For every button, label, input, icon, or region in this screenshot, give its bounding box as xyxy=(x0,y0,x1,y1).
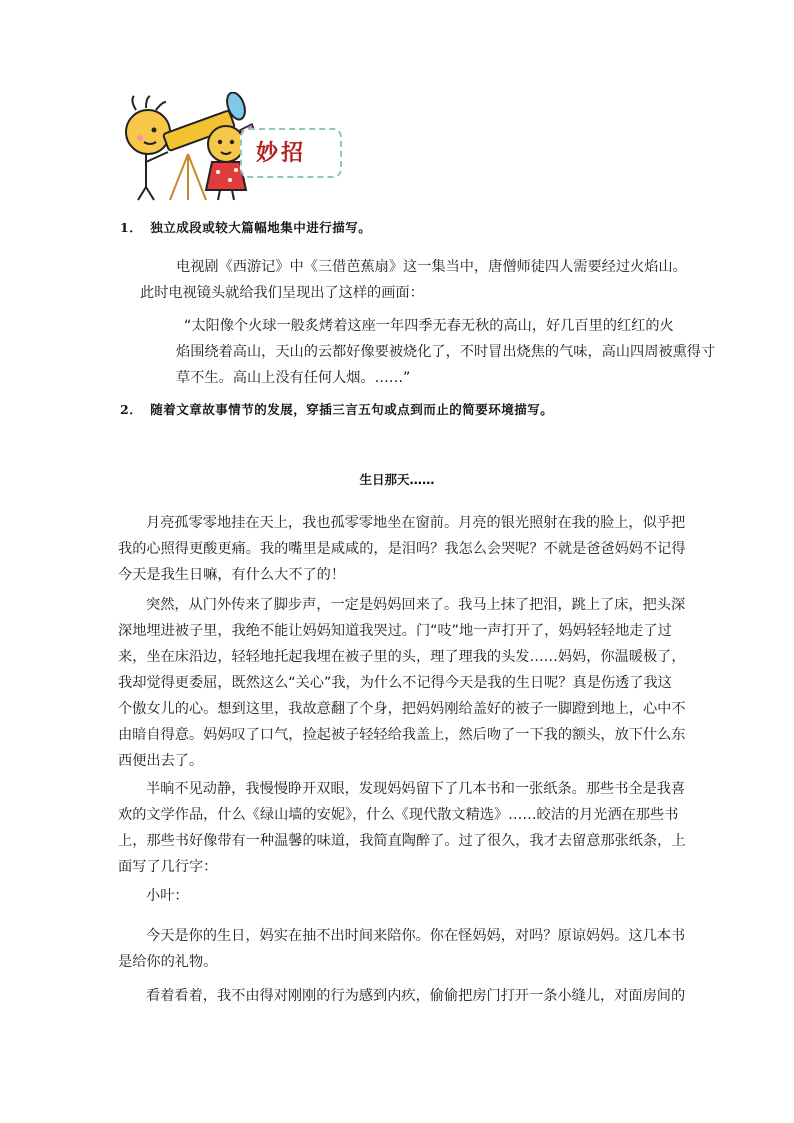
text-line: 我却觉得更委屈，既然这么“关心”我，为什么不记得今天是我的生日呢？真是伤透了我这 xyxy=(118,675,672,691)
text-line: 上，那些书好像带有一种温馨的味道，我简直陶醉了。过了很久，我才去留意那张纸条，上 xyxy=(118,833,686,849)
text-line: 此时电视镜头就给我们呈现出了这样的画面： xyxy=(140,285,424,301)
text-line: 个傲女儿的心。想到这里，我故意翻了个身，把妈妈刚给盖好的被子一脚蹬到地上，心中不 xyxy=(118,701,686,717)
section-heading-2 xyxy=(120,400,553,418)
text-line: 今天是你的生日，妈实在抽不出时间来陪你。你在怪妈妈，对吗？原谅妈妈。这几本书 xyxy=(146,928,686,944)
text-line: 今天是我生日嘛，有什么大不了的！ xyxy=(118,567,346,583)
text-line: 深地埋进被子里，我绝不能让妈妈知道我哭过。门“吱”地一声打开了，妈妈轻轻地走了过 xyxy=(118,623,672,639)
essay-paragraph xyxy=(118,983,685,1009)
text-line: 小叶： xyxy=(146,888,189,904)
intro-paragraph xyxy=(140,254,687,306)
essay-paragraph xyxy=(118,592,686,774)
boy-figure-icon xyxy=(126,96,170,200)
section-heading-1 xyxy=(120,218,371,236)
text-line: 我的心照得更酸更痛。我的嘴里是咸咸的，是泪吗？我怎么会哭呢？不就是爸爸妈妈不记得 xyxy=(118,541,686,557)
text-line: “太阳像个火球一般炙烤着这座一年四季无春无秋的高山，好几百里的红红的火 xyxy=(184,318,674,334)
section-number: 1． xyxy=(120,220,143,235)
note-salutation xyxy=(118,883,189,909)
tip-badge-label: 妙招 xyxy=(256,140,307,166)
section-title: 随着文章故事情节的发展，穿插三言五句或点到而止的简要环境描写。 xyxy=(150,402,554,417)
text-line: 欢的文学作品，什么《绿山墙的安妮》，什么《现代散文精选》……皎洁的月光洒在那些书 xyxy=(118,807,679,823)
essay-paragraph xyxy=(118,776,686,880)
text-line: 看着看着，我不由得对刚刚的行为感到内疚，偷偷把房门打开一条小缝儿，对面房间的 xyxy=(146,988,686,1004)
text-line: 半晌不见动静，我慢慢睁开双眼，发现妈妈留下了几本书和一张纸条。那些书全是我喜 xyxy=(146,781,686,797)
text-line: 西便出去了。 xyxy=(118,753,204,769)
text-line: 草不生。高山上没有任何人烟。……” xyxy=(176,370,411,386)
text-line: 由暗自得意。妈妈叹了口气，捡起被子轻轻给我盖上，然后吻了一下我的额头，放下什么东 xyxy=(118,727,686,743)
quote-paragraph xyxy=(176,313,715,391)
essay-paragraph xyxy=(118,510,686,588)
text-line: 焰围绕着高山，天山的云都好像要被烧化了，不时冒出烧焦的气味，高山四周被熏得寸 xyxy=(176,344,716,360)
text-line: 来，坐在床沿边，轻轻地托起我埋在被子里的头，理了理我的头发……妈妈，你温暖极了， xyxy=(118,649,686,665)
text-line: 突然，从门外传来了脚步声，一定是妈妈回来了。我马上抹了把泪，跳上了床，把头深 xyxy=(146,597,686,613)
text-line: 电视剧《西游记》中《三借芭蕉扇》这一集当中，唐僧师徒四人需要经过火焰山。 xyxy=(176,259,687,275)
essay-title: 生日那天…… xyxy=(359,472,435,487)
note-body xyxy=(118,923,685,975)
text-line: 月亮孤零零地挂在天上，我也孤零零地坐在窗前。月亮的银光照射在我的脸上，似乎把 xyxy=(146,515,686,531)
text-line: 面写了几行字： xyxy=(118,859,218,875)
section-title: 独立成段或较大篇幅地集中进行描写。 xyxy=(150,220,372,235)
text-line: 是给你的礼物。 xyxy=(118,954,218,970)
tripod-icon xyxy=(170,154,206,200)
section-number: 2． xyxy=(120,402,143,417)
